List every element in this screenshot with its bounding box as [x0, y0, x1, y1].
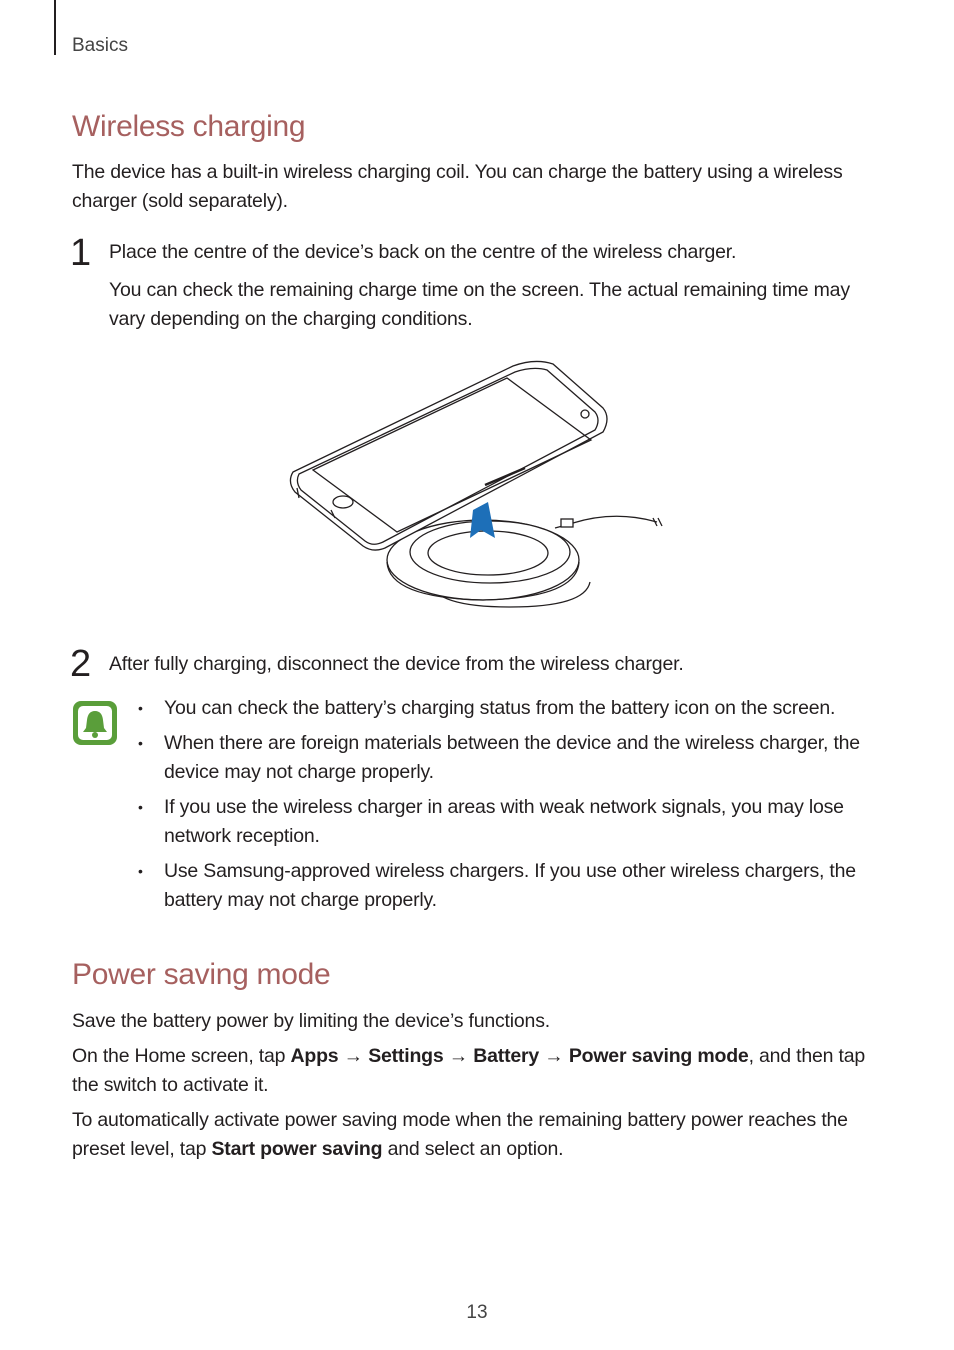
- bullet: •: [138, 799, 143, 815]
- section-label: Basics: [72, 35, 128, 56]
- power-instructions: [72, 1042, 882, 1100]
- heading-wireless-charging: Wireless charging: [72, 110, 306, 143]
- step-1-text: Place the centre of the device’s back on the centre of the wireless charger.: [109, 241, 737, 263]
- menu-settings: Settings: [368, 1045, 444, 1067]
- bell-icon: [72, 700, 118, 746]
- wireless-intro: The device has a built-in wireless charging coil. You can charge the battery using a wireless charger (sold separately).: [72, 161, 843, 212]
- note-text: You can check the battery’s charging status from the battery icon on the screen.: [164, 697, 836, 719]
- list-item: [138, 694, 888, 723]
- step-number-2: 2: [70, 643, 92, 685]
- note-text: When there are foreign materials between the device and the wireless charger, the device may not charge properly.: [164, 732, 860, 783]
- list-item: [138, 857, 888, 915]
- menu-power-saving-mode: Power saving mode: [568, 1045, 749, 1067]
- power-intro: Save the battery power by limiting the device’s functions.: [72, 1010, 550, 1032]
- margin-rule: [54, 0, 56, 55]
- heading-power-saving-mode: Power saving mode: [72, 958, 331, 991]
- step-2-text: After fully charging, disconnect the device from the wireless charger.: [109, 653, 684, 675]
- phone-image: [290, 361, 607, 550]
- text: and select an option.: [382, 1138, 564, 1160]
- step-number-1: 1: [70, 232, 92, 274]
- bullet: •: [138, 863, 143, 879]
- arrow: →: [443, 1045, 474, 1067]
- step-1-detail: You can check the remaining charge time on the screen. The actual remaining time may vary depending on the charging conditions.: [109, 279, 850, 330]
- arrow: →: [539, 1045, 569, 1067]
- text: , and then tap the switch to activate it.: [72, 1045, 866, 1096]
- list-item: [138, 793, 888, 851]
- wireless-charging-illustration: [285, 360, 670, 615]
- bullet: •: [138, 700, 143, 716]
- menu-apps: Apps: [290, 1045, 339, 1067]
- note-text: Use Samsung-approved wireless chargers. If you use other wireless chargers, the battery may not charge properly.: [164, 860, 856, 911]
- bullet: •: [138, 735, 143, 751]
- wireless-charger-image: [387, 516, 662, 607]
- text: To automatically activate power saving mode when the remaining battery power reaches the preset level, tap: [72, 1109, 848, 1160]
- arrow: →: [338, 1045, 369, 1067]
- menu-battery: Battery: [473, 1045, 540, 1067]
- notes-list: [138, 694, 888, 921]
- power-auto: [72, 1106, 882, 1164]
- page-number: 13: [466, 1302, 488, 1323]
- text: On the Home screen, tap: [72, 1045, 291, 1067]
- menu-start-power-saving: Start power saving: [211, 1138, 383, 1160]
- note-text: If you use the wireless charger in areas with weak network signals, you may lose network reception.: [164, 796, 844, 847]
- list-item: [138, 729, 888, 787]
